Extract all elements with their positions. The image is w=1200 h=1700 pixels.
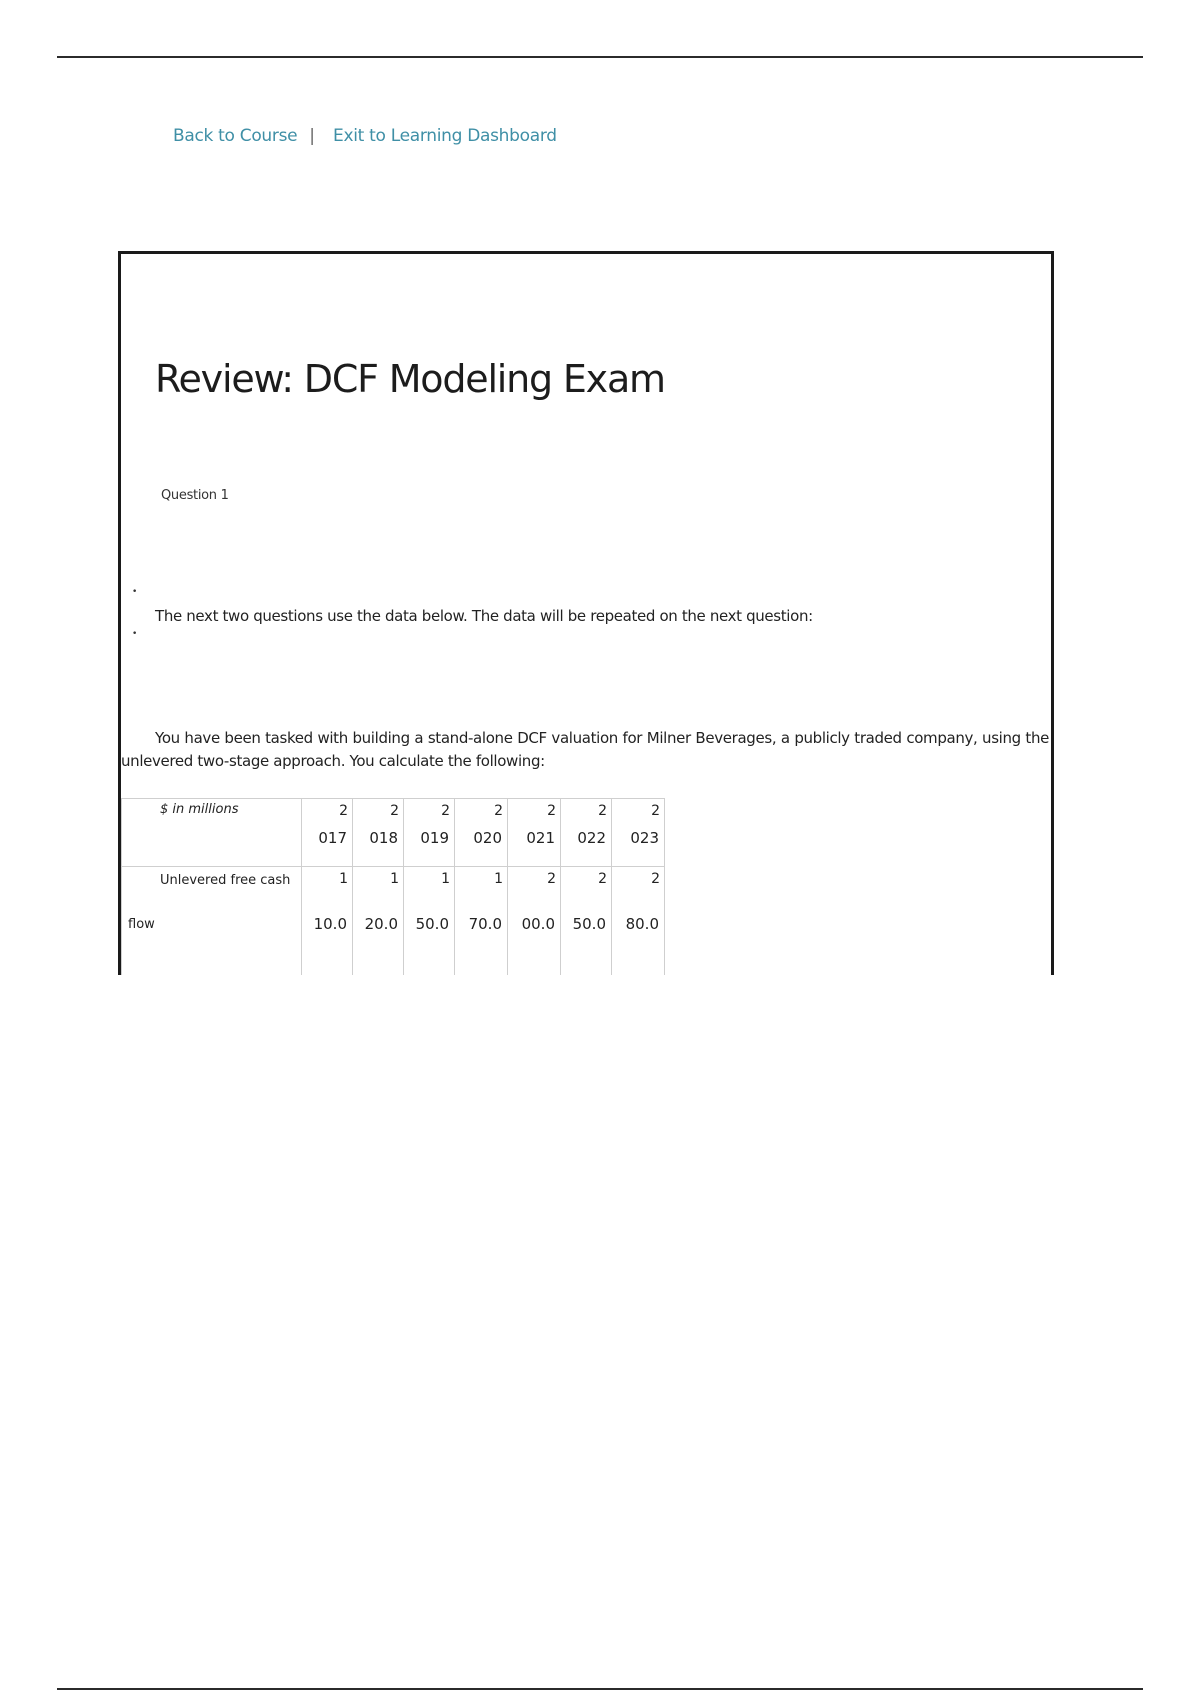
value-digit: 1 xyxy=(494,871,503,887)
footer-rule xyxy=(57,1688,1143,1690)
question-intro: The next two questions use the data below. The data will be repeated on the next question: xyxy=(155,607,813,625)
value-digit: 1 xyxy=(390,871,399,887)
value-cell xyxy=(612,867,665,976)
year-cell xyxy=(612,799,665,867)
year-digit: 2 xyxy=(441,803,450,819)
year-cell xyxy=(455,799,508,867)
year-digit: 2 xyxy=(339,803,348,819)
unit-cell xyxy=(122,799,302,867)
year-rest: 017 xyxy=(318,829,347,847)
row-label-continued: flow xyxy=(128,917,155,932)
value-digit: 2 xyxy=(547,871,556,887)
bullet-marker: • xyxy=(132,587,138,597)
value-cell xyxy=(404,867,455,976)
value-rest: 20.0 xyxy=(364,915,398,933)
year-digit: 2 xyxy=(390,803,399,819)
page-title: Review: DCF Modeling Exam xyxy=(155,357,665,401)
back-to-course-link[interactable]: Back to Course xyxy=(173,126,298,146)
value-digit: 2 xyxy=(598,871,607,887)
value-cell xyxy=(561,867,612,976)
course-nav xyxy=(173,126,557,146)
value-cell xyxy=(508,867,561,976)
table-header-row xyxy=(122,799,665,867)
value-rest: 00.0 xyxy=(521,915,555,933)
question-label: Question 1 xyxy=(161,488,229,503)
value-cell xyxy=(353,867,404,976)
year-rest: 021 xyxy=(526,829,555,847)
table-row xyxy=(122,867,665,976)
cash-flow-table xyxy=(121,798,665,975)
year-digit: 2 xyxy=(547,803,556,819)
year-rest: 023 xyxy=(630,829,659,847)
bullet-marker: • xyxy=(132,629,138,639)
header-rule xyxy=(57,56,1143,58)
exit-dashboard-link[interactable]: Exit to Learning Dashboard xyxy=(333,126,557,146)
value-rest: 70.0 xyxy=(468,915,502,933)
year-digit: 2 xyxy=(651,803,660,819)
value-cell xyxy=(455,867,508,976)
question-paragraph: You have been tasked with building a stand-alone DCF valuation for Milner Beverages, a publicly traded company, using the unlevered two-stage approach. You calculate the following: xyxy=(121,729,1049,770)
unit-label: $ in millions xyxy=(160,802,239,817)
value-rest: 50.0 xyxy=(572,915,606,933)
year-cell xyxy=(404,799,455,867)
year-cell xyxy=(508,799,561,867)
value-rest: 10.0 xyxy=(313,915,347,933)
value-digit: 1 xyxy=(339,871,348,887)
year-rest: 019 xyxy=(420,829,449,847)
year-rest: 018 xyxy=(369,829,398,847)
year-digit: 2 xyxy=(494,803,503,819)
nav-separator: | xyxy=(309,126,316,146)
year-rest: 022 xyxy=(577,829,606,847)
value-digit: 2 xyxy=(651,871,660,887)
year-cell xyxy=(302,799,353,867)
exam-review-panel xyxy=(118,251,1054,975)
year-cell xyxy=(353,799,404,867)
year-digit: 2 xyxy=(598,803,607,819)
value-rest: 80.0 xyxy=(625,915,659,933)
value-rest: 50.0 xyxy=(415,915,449,933)
row-label: Unlevered free cash xyxy=(160,873,291,888)
row-label-cell xyxy=(122,867,302,976)
value-digit: 1 xyxy=(441,871,450,887)
year-rest: 020 xyxy=(473,829,502,847)
value-cell xyxy=(302,867,353,976)
year-cell xyxy=(561,799,612,867)
